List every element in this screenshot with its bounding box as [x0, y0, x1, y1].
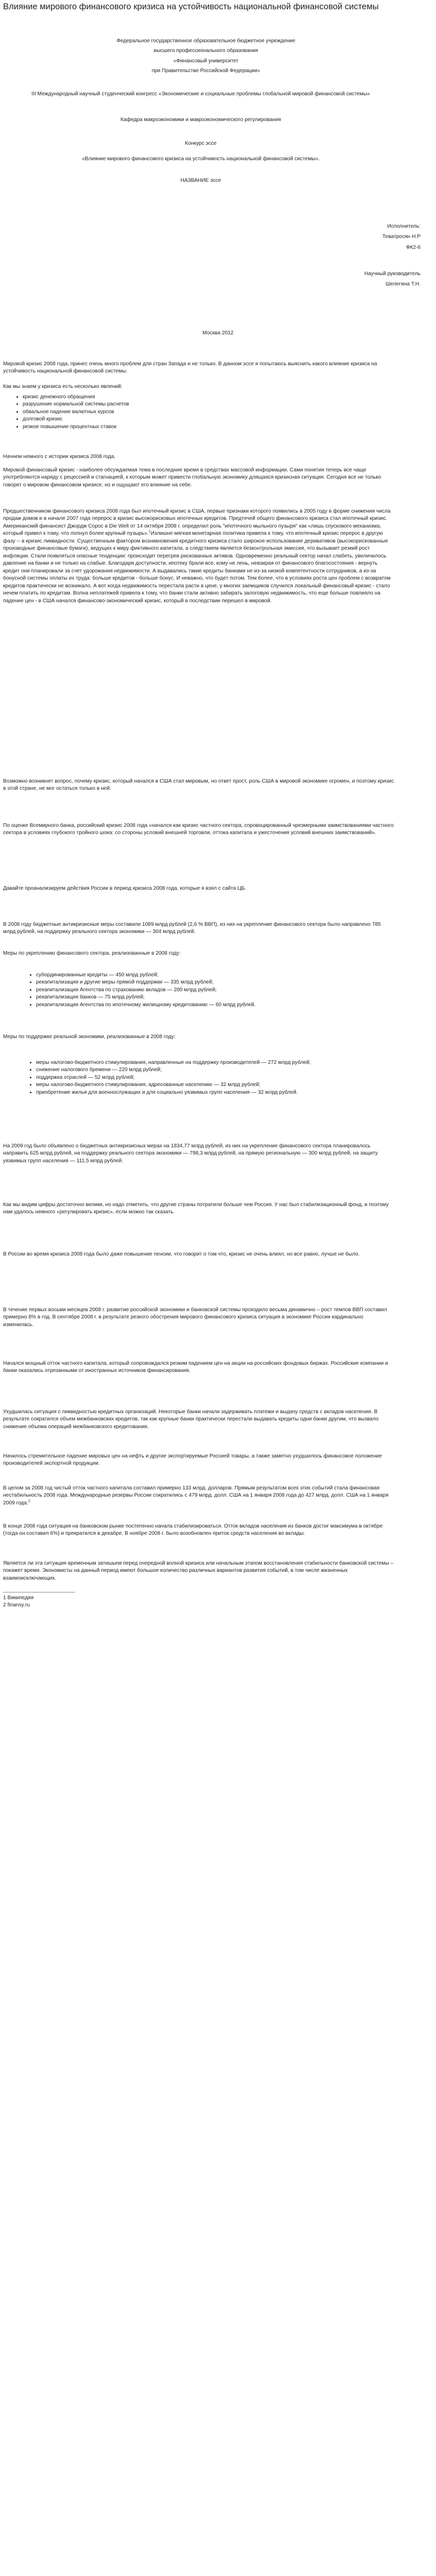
contest-label: Конкурс эссе [185, 141, 217, 146]
paragraph: Мировой финансовый кризис - наиболее обсуждаемая тема в последние время в средствах массовой информации. Сами понятия теперь все чаще употребляются наряду с рецессией и стагнацией, к которым может привести глобальную экономику длящаяся кризисная ситуация. Сегодня все не только говорят о мировом финансовом кризисе, но и ощущают его влияние на себе. [3, 467, 381, 488]
paragraph: Как мы знаем у кризиса есть несколько явлений: [3, 384, 123, 389]
paragraph: Ухудшилась ситуация с ликвидностью кредитных организаций. Некоторые банки начали задерживать платежи и выдачу средств с вкладов населения. В результате сократился объем межбанковских кредитов, так как крупные банки практически перестали выдавать кредиты одни банки другим, что вызвало снижение объема операций межбанковского кредитования. [3, 1409, 379, 1430]
paragraph: В течение первых восьми месяцев 2008 г. развитие российской экономики и банковской системы проходило весьма динамично – рост темпов ВВП составил примерно 8% в год. В сентябре 2008 г. в результате резкого обострения мирового финансового кризиса ситуация в экономике России кардинально изменилась. [3, 1307, 387, 1328]
list-item: • рекапитализация и другие меры прямой поддержки — 335 млрд рублей; [36, 979, 407, 986]
list-item: • рекапитализация Агентства по ипотечному жилищному кредитованию — 60 млрд рублей. [36, 1002, 407, 1009]
paragraph: По оценке Всемирного банка, российский кризис 2008 года «начался как кризис частного сектора, спровоцированный чрезмерными заимствованиями частного сектора в условиях глубокого тройного шока: со стороны условий внешней торговли, оттока капитала и ужесточения условий внешних заимствований». [3, 823, 394, 836]
institution-block [21, 36, 391, 76]
paragraph-text: Предшественником финансового кризиса 2008 года был ипотечный кризис в США, первые признаки которого появились в 2005 году в форме снижения числа продаж домов и в начале 2007 года перерос в кризис высокорисковых ипотечных кредитов. Предтечей общего финансового кризиса стал ипотечный кризис. Американский финансист Джордж Сорос в Die Welt от 14 октября 2008 г. определил роль "ипотечного мыльного пузыря" как «лишь спускового механизма, который привел к тому, что лопнул более крупный пузырь». [3, 509, 391, 537]
institution-line: высшего профессионального образования [153, 48, 258, 54]
crisis-phenomena-list [13, 394, 393, 431]
paragraph: Как мы видим цифры достаточно велики, но надо отметить, что другие страны потратили больше чем Россия. У нас был стабилизационный фонд, и поэтому нам удалось немного «регулировать кризис», если можно так сказать. [3, 1202, 389, 1215]
list-item: • меры налогово-бюджетного стимулирования, направленные на поддержку производителей — 272 млрд рублей; [36, 1059, 407, 1066]
list-item: • разрушение нормальной системы расчетов [23, 401, 393, 408]
paragraph: В 2008 году бюджетные антикризисные меры составили 1089 млрд рублей (2,6 % ВВП), из них на укрепление финансового сектора было направлено 785 млрд рублей, на поддержку реального сектора экономики — 304 млрд рублей. [3, 922, 381, 935]
list-item: • субординированные кредиты — 450 млрд рублей; [36, 972, 407, 979]
institution-line: «Финансовый университет [173, 58, 239, 64]
list-item: • рекапитализация банков — 75 млрд рублей; [36, 994, 407, 1001]
institution-line: при Правительстве Российской Федерации» [151, 68, 260, 74]
document-title: Влияние мирового финансового кризиса на устойчивость национальной финансовой системы [3, 2, 379, 11]
paragraph: Начался мощный отток частного капитала, который сопровождался резким падением цен на акции на российских фондовых биржах. Российские компании и банки оказались отрезанными от иностранных источников финансирования. [3, 1361, 388, 1374]
paragraph-text: Излишне мягкая монетарная политика привела к тому, что ипотечный кризис перерос в другую фазу -- в кризис ликвидности. Существенным фактором возникновения кредитного кризиса стало широкое использование деривативов (высокорискованные производные финансовые бумаги), ведущих к миру фиктивного капитала, а следствием является безконтрольная эмиссия, что вызывает резкий рост инфляции. Стали появляться опасные тенденции: происходит перегрев рискованных активов. Одновременно реальный сектор начал слабеть, увеличилось давление на банки и не только на слабые. Благодаря доступности, ипотеку брали все, кому не лень, невзирая от финансового благосостояния - вернуть кредит они планировали за счет удорожания недвижимости. А выдавались такие кредиты банками не из-за низкой компетентности сотрудников, а из-за бонусной системы оплаты их труда: больше кредитов - больше бонус. И неважно, что будет потом. Тем более, что в условиях роста цен проблем с возвратом кредитов практически не возникало. А вот когда недвижимость перестала расти в цене, у многих заемщиков случился локальный финансовый кризис - стало нечем платить по кредитам. Волна неплатежей привела к тому, что банки стали активно забирать залоговую недвижимость, что еще больше повлияло на падение цен - в США начался финансово-экономический кризис, который в последствии перешел в мировой. [3, 531, 391, 604]
financial-measures-list [27, 972, 407, 1009]
advisor-block [266, 269, 421, 290]
paragraph: В конце 2008 года ситуация на банковском рынке постепенно начала стабилизироваться. Отток вкладов населения из банков достиг максимума в октябре (тогда он составил 6%) и прекратился в декабре. В ноябре 2008 г. было возобновлен приток средств населения во вклады. [3, 1523, 383, 1537]
list-item: • резкое повышение процентных ставок [23, 423, 393, 431]
congress-title: III Международный научный студенческий конгресс «Экономические и социальные проблемы глобальной мировой финансовой системы» [31, 91, 370, 97]
paragraph: В России во время кризиса 2008 года было даже повышение пенсии, что говорит о том что, кризис не очень влиял, но все равно, лучше не было. [3, 1251, 360, 1257]
paragraph: Начнем немного с истории кризиса 2008 года. [3, 454, 116, 460]
list-item: • поддержка отраслей — 52 млрд рублей; [36, 1074, 407, 1081]
list-item: • долговой кризис [23, 416, 393, 423]
performer-name: Теватросян Н.Р [382, 234, 421, 240]
paragraph: Начилось стремительное падение мировых цен на нефть и другие экспортируемые Россией товары, а также заметно ухудшилось финансовое положение производителей экспортной продукции. [3, 1453, 382, 1467]
footnote-ref[interactable]: 2 [28, 1499, 30, 1503]
paragraph-text: В целом за 2008 год чистый отток частного капитала составил примерно 133 млрд. долларов. Прямым результатом всех этих событий стала финансовая нестабильность 2008 года. Международные резервы России сократились с 479 млрд. долл. США на 1 января 2008 года до 427 млрд. долл. США на 1 января 2009 года. [3, 1485, 389, 1506]
list-item: • кризис денежного обращения [23, 394, 393, 401]
performer-block [266, 222, 421, 253]
advisor-label: Научный руководитель [364, 271, 421, 277]
advisor-name: Шелегина Т.Н. [386, 281, 421, 287]
footnote: 1 Википедия [3, 1595, 34, 1601]
paragraph: Меры по укреплению финансового сектора, реализованные в 2008 году: [3, 951, 181, 956]
paragraph: Давайте проанализируем действия России в период кризиса 2008 года, которые я взял с сайта ЦБ. [3, 886, 247, 891]
list-item: • рекапитализация Агентства по страхованию вкладов — 200 млрд рублей; [36, 987, 407, 994]
list-item: • обвальное падение валютных курсов [23, 409, 393, 416]
performer-label: Исполнитель: [387, 224, 421, 229]
performer-group: ФК2-6 [406, 244, 421, 250]
footnote: 2 finansy.ru [3, 1602, 30, 1608]
paragraph [3, 1485, 394, 1507]
essay-named-label: НАЗВАНИЕ эссе [180, 178, 221, 183]
footnote-ref[interactable]: 1 [148, 530, 151, 534]
city-year: Москва 2012 [202, 330, 234, 336]
essay-name: «Влияние мирового финансового кризиса на устойчивость национальной финансовой системы». [81, 156, 320, 162]
paragraph: Является ли эта ситуация временным затишьем перед очередной волной кризиса или начальным этапом восстановления стабильности банковской системы – покажет время. Экономисты на данный период имеют большое количество различных вариантов развития событий, в том числе жизненных взаимоисключающих. [3, 1561, 394, 1581]
real-economy-measures-list [27, 1059, 407, 1096]
paragraph: Возможно возникнет вопрос, почему кризис, который начался в США стал мировым, но ответ прост, роль США в мировой экономике огромен, и поэтому кризис в этой стране, не мог остаться только в ней. [3, 778, 394, 792]
paragraph: На 2009 год было объявлено о бюджетных антикризисных мерах на 1834,77 млрд рублей, из них на укрепление финансового сектора планировалось направить 625 млрд рублей, на поддержку реального сектора экономики — 798,3 млрд рублей, на прямую региональную — 300 млрд рублей, на защиту уязвимых групп населения — 111,5 млрд рублей. [3, 1143, 378, 1164]
department-name: Кафедра макроэкономики и макроэкономического регулирования [120, 117, 281, 123]
footnotes [3, 1592, 394, 1609]
paragraph: Меры по поддержке реальной экономики, реализованные в 2008 году: [3, 1034, 176, 1040]
list-item: • меры налогово-бюджетного стимулирования, адресованные населению — 32 млрд рублей; [36, 1081, 407, 1089]
paragraph [3, 508, 394, 605]
paragraph: Мировой кризис 2008 года, принес очень много проблем для стран Запада и не только. В данном эссе я попытаюсь выяснить какого влияние кризиса на устойчивость национальной финансовой системы. [3, 361, 377, 375]
list-item: • снижение налогового бремени — 220 млрд рублей; [36, 1066, 407, 1074]
institution-line: Федеральное государственное образовательное бюджетное учреждение [116, 38, 295, 44]
list-item: • приобретение жилья для военнослужащих и для социально уязвимых групп населения — 32 млрд рублей. [36, 1089, 407, 1096]
